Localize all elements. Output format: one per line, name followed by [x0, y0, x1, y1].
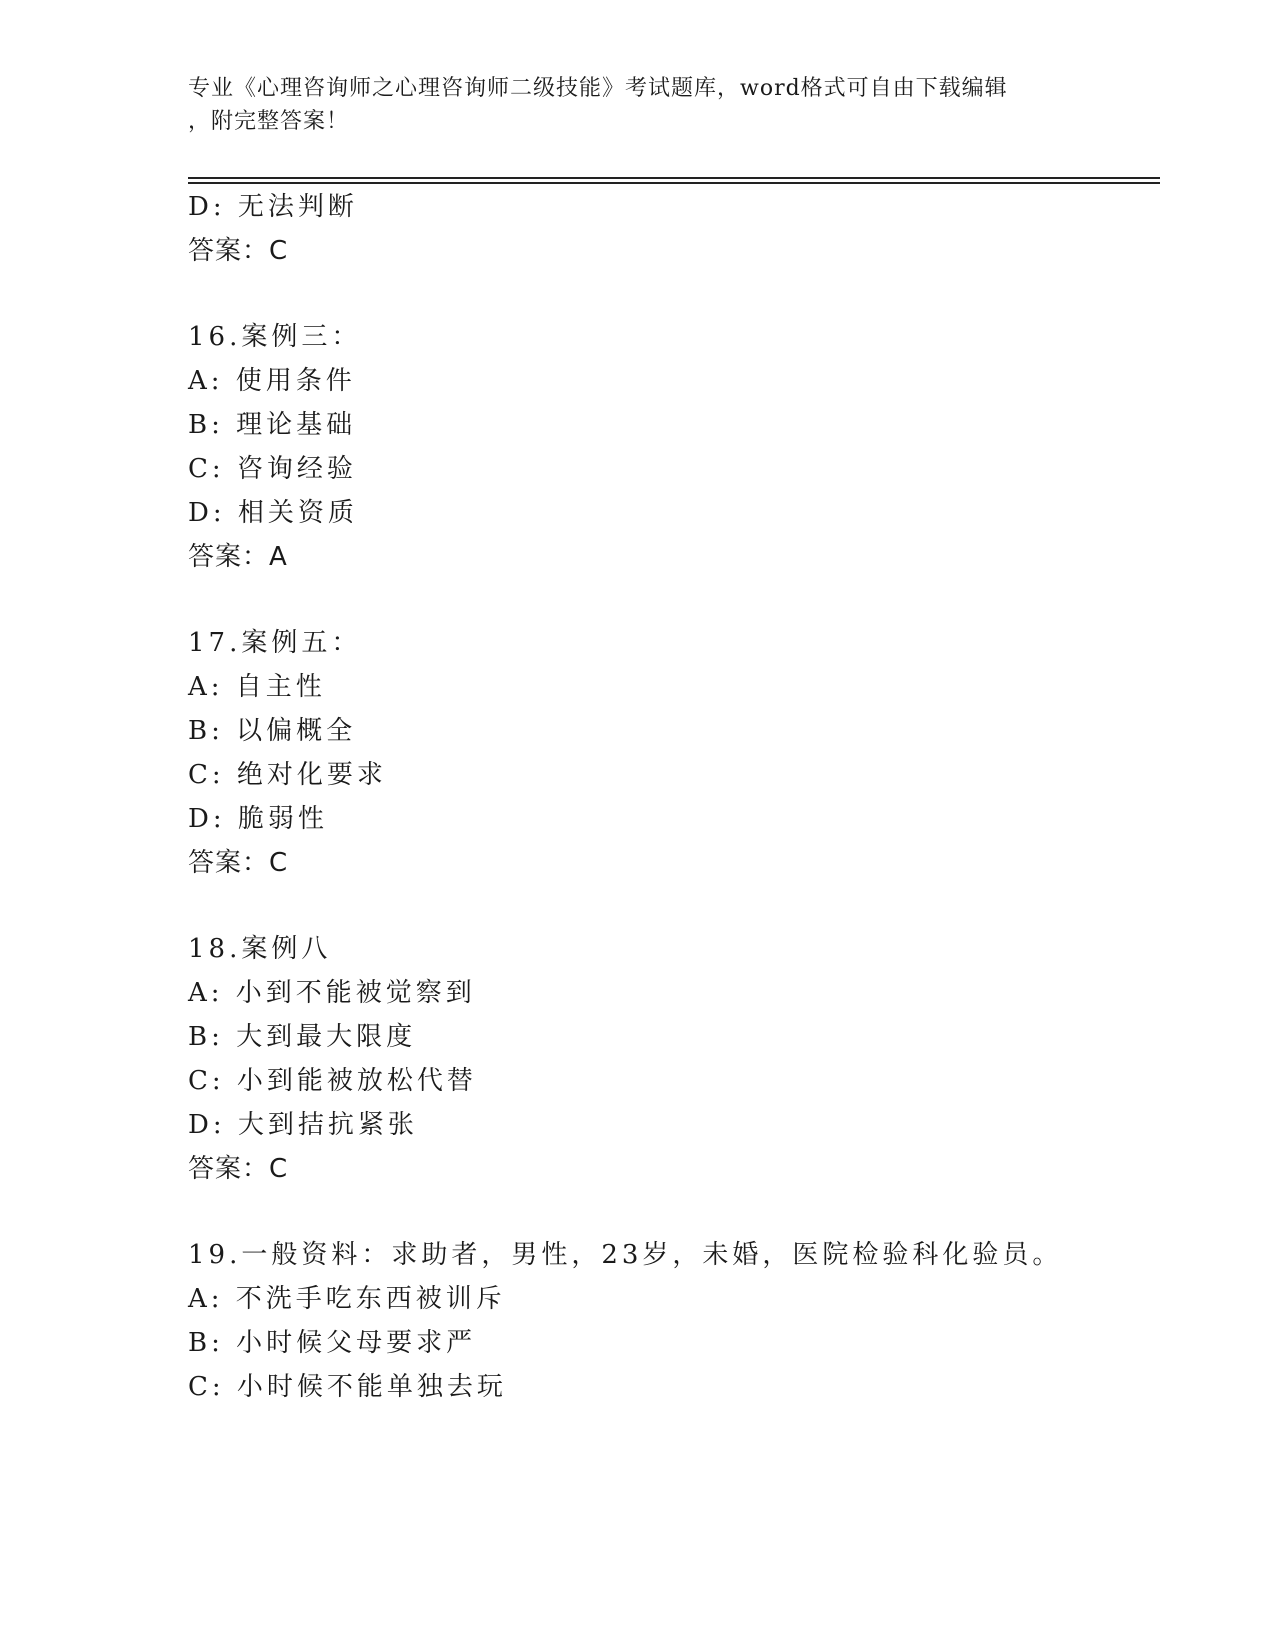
q18-option-d: D: 大到拮抗紧张 [188, 1110, 418, 1140]
q17-option-c: C: 绝对化要求 [188, 760, 387, 790]
q16-option-a: A: 使用条件 [188, 366, 356, 396]
q19-option-b: B: 小时候父母要求严 [188, 1328, 477, 1358]
q19-title: 19.一般资料：求助者，男性，23岁，未婚，医院检验科化验员。 [188, 1240, 1063, 1270]
q18-option-a: A: 小到不能被觉察到 [188, 978, 476, 1008]
q16-option-b: B: 理论基础 [188, 410, 357, 440]
document-header: 专业《心理咨询师之心理咨询师二级技能》考试题库，word格式可自由下载编辑 ，附完整答案！ [188, 76, 1008, 134]
header-divider-top [188, 177, 1160, 179]
q18-option-c: C: 小到能被放松代替 [188, 1066, 477, 1096]
q17-option-d: D: 脆弱性 [188, 804, 328, 834]
q18-answer: 答案：C [188, 1154, 289, 1184]
q17-option-b: B: 以偏概全 [188, 716, 357, 746]
header-divider-bottom [188, 182, 1160, 184]
q18-title: 18.案例八 [188, 934, 332, 964]
q17-answer: 答案：C [188, 848, 289, 878]
q18-option-b: B: 大到最大限度 [188, 1022, 417, 1052]
q16-option-c: C: 咨询经验 [188, 454, 357, 484]
q19-option-a: A: 不洗手吃东西被训斥 [188, 1284, 506, 1314]
prev-option-d: D: 无法判断 [188, 192, 358, 222]
q17-title: 17.案例五： [188, 628, 362, 658]
q19-option-c: C: 小时候不能单独去玩 [188, 1372, 507, 1402]
q16-title: 16.案例三： [188, 322, 362, 352]
q17-option-a: A: 自主性 [188, 672, 326, 702]
q16-option-d: D: 相关资质 [188, 498, 358, 528]
prev-answer: 答案：C [188, 236, 289, 266]
q16-answer: 答案：A [188, 542, 288, 572]
